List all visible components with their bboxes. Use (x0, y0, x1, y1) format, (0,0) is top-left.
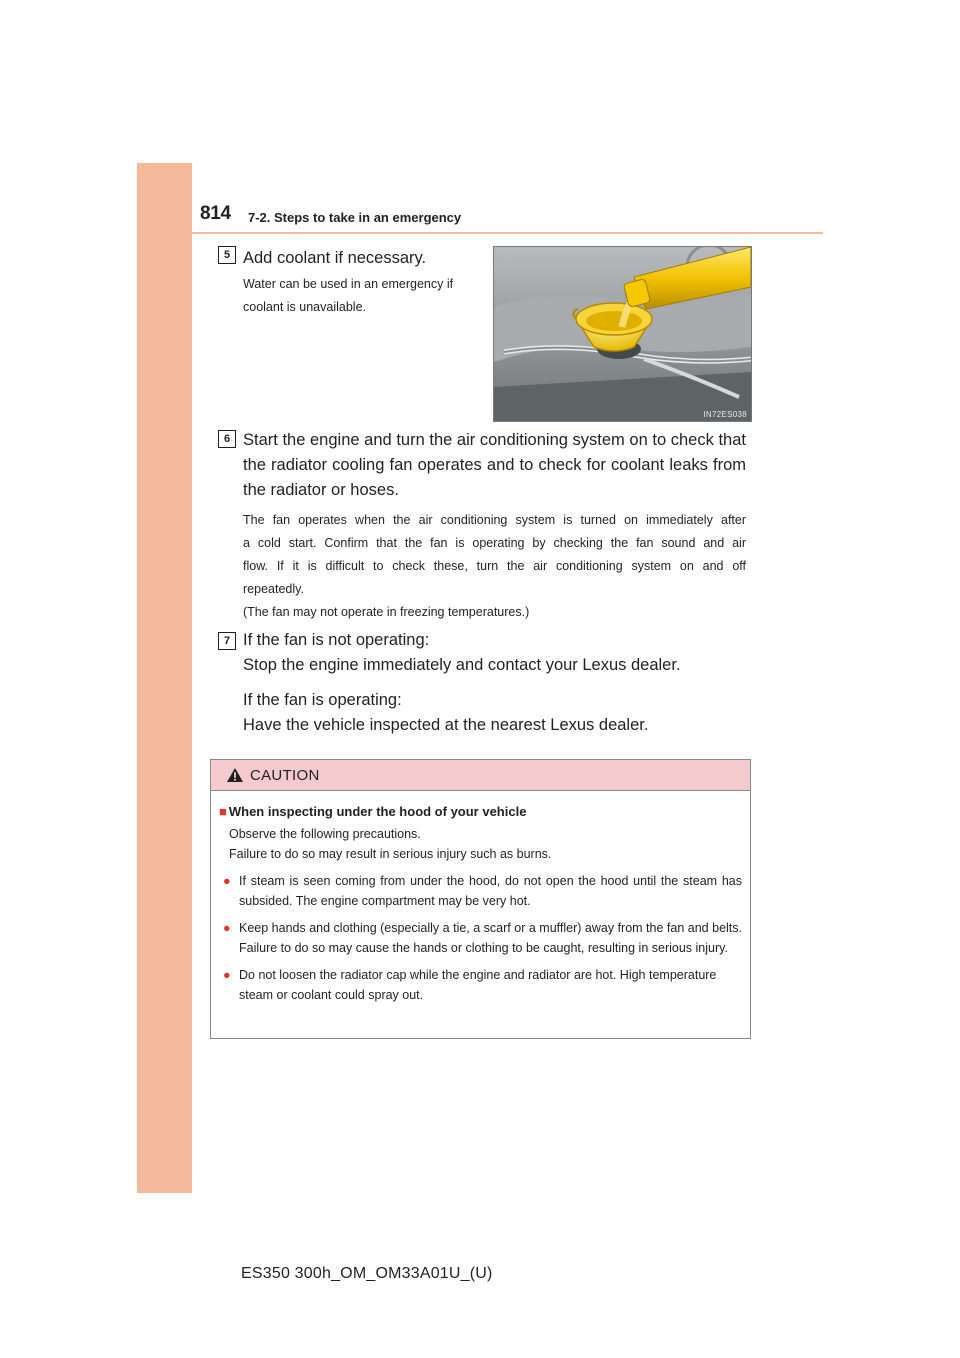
bullet-dot-icon: ● (223, 874, 231, 888)
step-7-line: If the fan is operating: (243, 691, 402, 709)
caution-intro (229, 824, 742, 864)
caution-bullet-text: Do not loosen the radiator cap while the engine and radiator are hot. High temperature steam or coolant could spray out. (239, 968, 717, 1002)
caution-title: CAUTION (250, 766, 320, 784)
caution-bullet-text: Keep hands and clothing (especially a tie, a scarf or a muffler) away from the fan and belts. Failure to do so may cause the hands or clothing to be caught, resulting in serious injury. (239, 921, 742, 955)
step-7-line: Stop the engine immediately and contact your Lexus dealer. (243, 656, 681, 674)
step-5-note-line: coolant is unavailable. (243, 300, 366, 314)
warning-triangle-icon (226, 767, 244, 783)
caution-bullet (219, 918, 742, 958)
step-6-note-line: The fan operates when the air conditioning system is turned on immediately after (243, 513, 746, 527)
step-6-note-line: repeatedly. (243, 582, 304, 596)
engine-bay-drawing (494, 247, 751, 421)
chapter-side-tab (137, 163, 192, 1193)
bullet-dot-icon: ● (223, 968, 231, 982)
step-7-line: Have the vehicle inspected at the nearest Lexus dealer. (243, 716, 649, 734)
step-5-note-line: Water can be used in an emergency if (243, 277, 454, 291)
document-code-footer: ES350 300h_OM_OM33A01U_(U) (241, 1265, 493, 1282)
caution-bullet (219, 965, 742, 1005)
coolant-pouring-illustration (493, 246, 752, 422)
caution-intro-line: Failure to do so may result in serious injury such as burns. (229, 847, 552, 861)
step-6-note-line: (The fan may not operate in freezing temperatures.) (243, 605, 530, 619)
section-title: 7-2. Steps to take in an emergency (248, 210, 462, 225)
step-6-note-line: flow. If it is difficult to check these, turn the air conditioning system on and off (243, 559, 746, 573)
caution-intro-line: Observe the following precautions. (229, 827, 421, 841)
step-5-line: Add coolant if necessary. (243, 249, 427, 267)
step-6-note (243, 509, 746, 624)
bullet-dot-icon: ● (223, 921, 231, 935)
step-number-6: 6 (218, 430, 236, 448)
caution-heading-marker: ■ (219, 804, 227, 819)
caution-bullet-text: If steam is seen coming from under the hood, do not open the hood until the steam has subsided. The engine compartment may be very hot. (239, 874, 742, 908)
step-number-7: 7 (218, 632, 236, 650)
step-6-text (243, 428, 746, 503)
caution-header (211, 760, 750, 791)
step-6-line: Start the engine and turn the air conditioning system on to check that (243, 431, 746, 449)
step-number-5: 5 (218, 246, 236, 264)
caution-heading (219, 803, 742, 821)
caution-body (211, 791, 750, 1005)
caution-bullet (219, 871, 742, 911)
step-6-line: the radiator cooling fan operates and to check for coolant leaks from (243, 456, 746, 474)
header-rule (192, 232, 823, 234)
figure-code: IN72ES038 (703, 410, 747, 419)
step-6-line: the radiator or hoses. (243, 481, 399, 499)
step-6-note-line: a cold start. Confirm that the fan is operating by checking the fan sound and air (243, 536, 746, 550)
step-7-line: If the fan is not operating: (243, 631, 430, 649)
step-5-text (243, 246, 426, 271)
step-7-text (243, 628, 681, 738)
caution-box (210, 759, 751, 1039)
caution-heading-text: When inspecting under the hood of your vehicle (228, 804, 527, 819)
page-number: 814 (200, 203, 231, 224)
step-5-note (243, 273, 453, 319)
